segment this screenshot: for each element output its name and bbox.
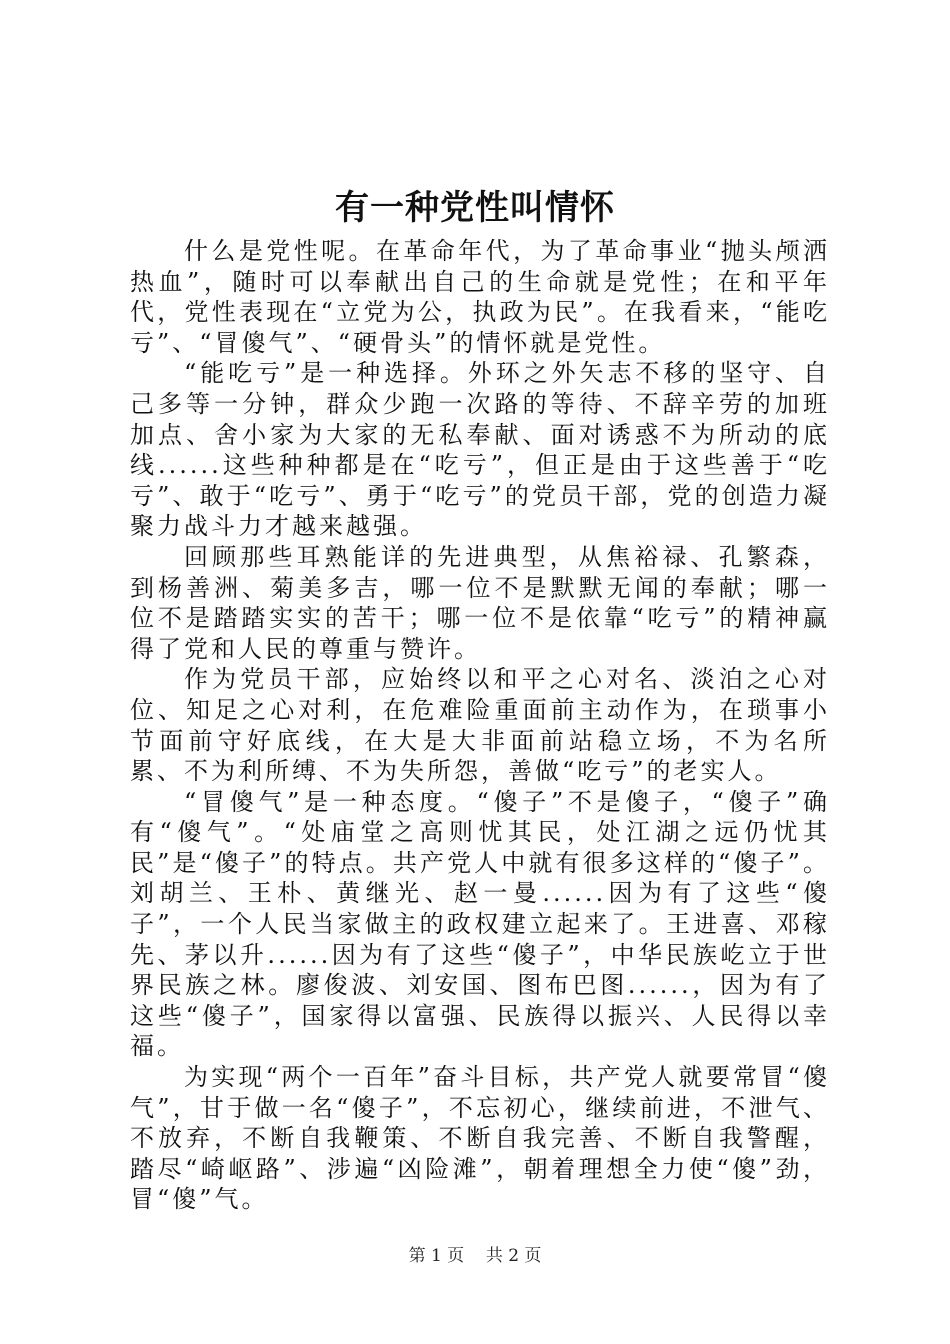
paragraph: 什么是党性呢。在革命年代，为了革命事业“抛头颅洒热血”，随时可以奉献出自己的生命就是党性；在和平年代，党性表现在“立党为公，执政为民”。在我看来，“能吃亏”、“冒傻气”、“硬骨头”的情怀就是党性。 bbox=[130, 237, 830, 357]
paragraph: 作为党员干部，应始终以和平之心对名、淡泊之心对位、知足之心对利，在危难险重面前主动作为，在琐事小节面前守好底线，在大是大非面前站稳立场，不为名所累、不为利所缚、不为失所怨，善做“吃亏”的老实人。 bbox=[130, 665, 830, 786]
footer-separator bbox=[470, 1246, 481, 1266]
page-number: 第 1 页 bbox=[408, 1246, 465, 1266]
document-body bbox=[130, 236, 830, 1215]
paragraph: “冒傻气”是一种态度。“傻子”不是傻子，“傻子”确有“傻气”。“处庙堂之高则忧其民，处江湖之远仍忧其民”是“傻子”的特点。共产党人中就有很多这样的“傻子”。刘胡兰、王朴、黄继光、赵一曼......因为有了这些“傻子”，一个人民当家做主的政权建立起来了。王进喜、邓稼先、茅以升......因为有了这些“傻子”，中华民族屹立于世界民族之林。廖俊波、刘安国、图布巴图......，因为有了这些“傻子”，国家得以富强、民族得以振兴、人民得以幸福。 bbox=[130, 787, 830, 1061]
paragraph: “能吃亏”是一种选择。外环之外矢志不移的坚守、自己多等一分钟，群众少跑一次路的等待、不辞辛劳的加班加点、舍小家为大家的无私奉献、面对诱惑不为所动的底线......这些种种都是在“吃亏”，但正是由于这些善于“吃亏”、敢于“吃亏”、勇于“吃亏”的党员干部，党的创造力凝聚力战斗力才越来越强。 bbox=[130, 359, 830, 541]
document-title: 有一种党性叫情怀 bbox=[335, 188, 615, 228]
paragraph: 为实现“两个一百年”奋斗目标，共产党人就要常冒“傻气”，甘于做一名“傻子”，不忘初心，继续前进，不泄气、不放弃，不断自我鞭策、不断自我完善、不断自我警醒，踏尽“崎岖路”、涉遍“凶险滩”，朝着理想全力使“傻”劲，冒“傻”气。 bbox=[130, 1063, 830, 1214]
page-total: 共 2 页 bbox=[485, 1246, 542, 1266]
page-footer bbox=[0, 1244, 950, 1268]
paragraph: 回顾那些耳熟能详的先进典型，从焦裕禄、孔繁森，到杨善洲、菊美多吉，哪一位不是默默无闻的奉献；哪一位不是踏踏实实的苦干；哪一位不是依靠“吃亏”的精神赢得了党和人民的尊重与赞许。 bbox=[130, 542, 830, 663]
